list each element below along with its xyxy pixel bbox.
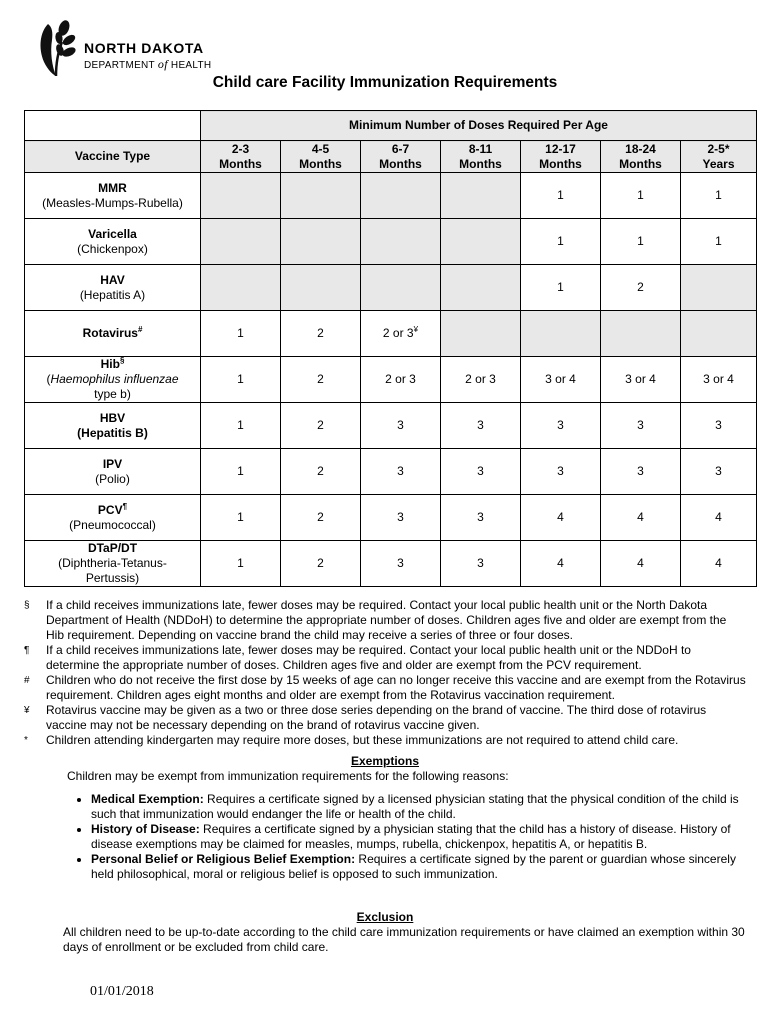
dose-cell xyxy=(681,449,757,495)
vaccine-name-cell xyxy=(25,541,201,587)
dose-value: 3 xyxy=(477,418,484,432)
footnote xyxy=(24,643,746,673)
exemptions-list xyxy=(24,792,746,882)
footnote-text: Children attending kindergarten may require more doses, but these immunizations are not required to attend child care. xyxy=(46,733,679,747)
vaccine-name xyxy=(27,357,198,372)
immunization-table xyxy=(24,110,757,587)
age-header-cell xyxy=(521,141,601,173)
dose-cell xyxy=(681,541,757,587)
dose-value: 2 or 3 xyxy=(385,372,416,386)
vaccine-subtitle: (Chickenpox) xyxy=(77,241,148,256)
exemptions-intro: Children may be exempt from immunization requirements for the following reasons: xyxy=(67,769,509,783)
age-unit: Months xyxy=(619,156,662,171)
age-range: 12-17 xyxy=(545,141,576,156)
dose-cell xyxy=(441,495,521,541)
vaccine-name-cell xyxy=(25,357,201,403)
dose-value: 1 xyxy=(637,234,644,248)
empty-dose-cell xyxy=(441,311,521,357)
vaccine-subtitle: (Measles-Mumps-Rubella) xyxy=(42,195,183,210)
exemption-label: Medical Exemption: xyxy=(91,792,204,806)
dose-cell xyxy=(441,541,521,587)
dose-cell xyxy=(441,449,521,495)
vaccine-subtitle: (Pneumococcal) xyxy=(69,517,156,532)
empty-dose-cell xyxy=(361,173,441,219)
age-unit: Years xyxy=(702,156,735,171)
table-row xyxy=(25,403,757,449)
exemption-label: Personal Belief or Religious Belief Exemption: xyxy=(91,852,356,866)
dose-value: 1 xyxy=(557,234,564,248)
dose-cell xyxy=(601,173,681,219)
dose-value: 3 xyxy=(397,418,404,432)
dose-cell xyxy=(601,265,681,311)
dose-cell xyxy=(601,449,681,495)
dose-value: 4 xyxy=(637,556,644,570)
vaccine-name-text: PCV xyxy=(97,502,123,517)
dose-cell xyxy=(601,403,681,449)
vaccine-name-cell xyxy=(25,449,201,495)
footnote xyxy=(24,703,746,733)
vaccine-name-cell xyxy=(25,173,201,219)
footnote-marker: # xyxy=(137,325,143,334)
dose-cell xyxy=(601,541,681,587)
footnote xyxy=(24,733,746,748)
exemption-text: Requires a certificate signed by the parent or guardian whose sincerely held philosophical, moral or religious belief is opposed to such immunization. xyxy=(91,852,736,881)
dose-value: 4 xyxy=(715,556,722,570)
vaccine-name xyxy=(27,326,198,341)
empty-dose-cell xyxy=(201,219,281,265)
dose-value: 3 xyxy=(477,510,484,524)
empty-dose-cell xyxy=(521,311,601,357)
org-name: NORTH DAKOTA xyxy=(84,40,204,56)
dose-cell xyxy=(361,311,441,357)
dose-cell xyxy=(601,495,681,541)
wheat-logo-icon xyxy=(36,18,76,80)
empty-dose-cell xyxy=(361,265,441,311)
age-range: 18-24 xyxy=(625,141,656,156)
dose-value: 2 xyxy=(317,464,324,478)
vaccine-name-cell xyxy=(25,495,201,541)
dose-value: 2 xyxy=(317,510,324,524)
dose-value: 3 xyxy=(557,418,564,432)
age-range: 4-5 xyxy=(311,141,330,156)
dose-cell xyxy=(281,357,361,403)
vaccine-subtitle: (Hepatitis A) xyxy=(79,287,146,302)
dose-cell xyxy=(361,495,441,541)
empty-dose-cell xyxy=(681,265,757,311)
age-range: 8-11 xyxy=(468,141,493,156)
empty-dose-cell xyxy=(441,219,521,265)
dose-cell xyxy=(681,173,757,219)
table-row xyxy=(25,541,757,587)
age-range: 2-3 xyxy=(231,141,250,156)
empty-dose-cell xyxy=(281,173,361,219)
dose-value: 3 or 4 xyxy=(625,372,656,386)
dose-cell xyxy=(441,357,521,403)
dose-value: 3 xyxy=(397,464,404,478)
table-row xyxy=(25,495,757,541)
dose-cell xyxy=(521,403,601,449)
vaccine-type-header: Vaccine Type xyxy=(25,141,201,173)
dose-cell xyxy=(201,449,281,495)
table-row xyxy=(25,173,757,219)
subtitle-pre: ( xyxy=(46,372,51,386)
dose-cell xyxy=(521,495,601,541)
age-header-cell xyxy=(601,141,681,173)
table-row xyxy=(25,311,757,357)
exemptions-section xyxy=(24,754,746,882)
dose-cell xyxy=(201,403,281,449)
table-header-row xyxy=(25,141,757,173)
dose-value: 1 xyxy=(557,280,564,294)
age-unit: Months xyxy=(459,156,502,171)
dose-cell xyxy=(361,357,441,403)
dose-value: 2 xyxy=(637,280,644,294)
vaccine-subtitle xyxy=(27,372,198,387)
empty-dose-cell xyxy=(361,219,441,265)
dose-cell xyxy=(201,541,281,587)
dose-cell xyxy=(601,219,681,265)
document-date: 01/01/2018 xyxy=(90,984,154,999)
footnote-symbol: ¶ xyxy=(24,645,30,656)
dose-cell xyxy=(601,357,681,403)
vaccine-name-text: Varicella xyxy=(88,226,137,241)
empty-dose-cell xyxy=(201,265,281,311)
footnote xyxy=(24,598,746,643)
dose-cell xyxy=(521,541,601,587)
footnote-marker: ¥ xyxy=(413,325,419,334)
age-unit: Months xyxy=(379,156,422,171)
dose-cell xyxy=(201,357,281,403)
empty-dose-cell xyxy=(441,265,521,311)
dose-cell xyxy=(521,219,601,265)
dose-value: 4 xyxy=(557,556,564,570)
dose-cell xyxy=(681,219,757,265)
vaccine-name xyxy=(27,503,198,518)
table-row xyxy=(25,219,757,265)
dose-value: 3 xyxy=(637,464,644,478)
dept-prefix: DEPARTMENT xyxy=(84,60,155,71)
empty-dose-cell xyxy=(601,311,681,357)
dose-value: 1 xyxy=(237,464,244,478)
age-header-cell xyxy=(681,141,757,173)
dose-value: 4 xyxy=(637,510,644,524)
footnote-symbol: * xyxy=(24,735,28,746)
footnote-symbol: § xyxy=(24,600,30,611)
subtitle-italic: Haemophilus influenzae xyxy=(50,372,179,386)
page-title: Child care Facility Immunization Requirements xyxy=(212,74,558,91)
dose-cell xyxy=(681,357,757,403)
vaccine-subtitle: (Polio) xyxy=(95,471,130,486)
dose-cell xyxy=(521,265,601,311)
vaccine-name xyxy=(27,541,198,556)
dose-value: 1 xyxy=(237,418,244,432)
dose-value: 2 xyxy=(317,418,324,432)
dose-value: 3 xyxy=(715,418,722,432)
vaccine-name-cell xyxy=(25,265,201,311)
dose-cell xyxy=(201,495,281,541)
vaccine-subtitle-2: Pertussis) xyxy=(85,571,140,585)
exclusion-text: All children need to be up-to-date according to the child care immunization requirements or have claimed an exemption within 30 days of enrollment or be excluded from child care. xyxy=(63,925,745,954)
vaccine-name xyxy=(27,457,198,472)
dose-value: 1 xyxy=(715,234,722,248)
age-header-cell xyxy=(441,141,521,173)
footnote-text: Rotavirus vaccine may be given as a two or three dose series depending on the brand of vaccine. The third dose of rotavirus vaccine may not be necessary depending on the brand of rotavirus vaccine given. xyxy=(46,703,707,732)
exemptions-title: Exemptions xyxy=(350,754,419,768)
age-header-cell xyxy=(281,141,361,173)
age-unit: Months xyxy=(299,156,342,171)
vaccine-name xyxy=(27,181,198,196)
vaccine-name xyxy=(27,227,198,242)
org-department xyxy=(84,57,211,72)
exclusion-title: Exclusion xyxy=(356,910,414,924)
dose-cell xyxy=(681,495,757,541)
footnote-symbol: ¥ xyxy=(24,705,30,716)
age-unit: Months xyxy=(219,156,262,171)
dose-value: 3 xyxy=(477,556,484,570)
table-row xyxy=(25,265,757,311)
dose-cell xyxy=(681,403,757,449)
footnote-marker: § xyxy=(119,356,125,365)
dose-value: 3 or 4 xyxy=(703,372,734,386)
dose-value: 1 xyxy=(237,372,244,386)
vaccine-subtitle: (Diphtheria-Tetanus- xyxy=(58,556,167,570)
dose-value: 3 or 4 xyxy=(545,372,576,386)
table-super-header-row xyxy=(25,111,757,141)
dose-value: 4 xyxy=(715,510,722,524)
table-row xyxy=(25,357,757,403)
vaccine-name-text: Rotavirus xyxy=(82,326,138,340)
exemption-item xyxy=(91,822,746,852)
subtitle-post: type b) xyxy=(94,387,131,401)
dose-cell xyxy=(281,311,361,357)
dose-cell xyxy=(521,449,601,495)
dose-value: 2 or 3 xyxy=(465,372,496,386)
vaccine-name-text: HAV xyxy=(100,272,125,287)
vaccine-name-text: MMR xyxy=(98,180,127,195)
vaccine-name xyxy=(27,411,198,426)
vaccine-name-text: HBV xyxy=(99,410,126,425)
dose-cell xyxy=(281,449,361,495)
dose-value: 3 xyxy=(397,556,404,570)
dose-value: 1 xyxy=(237,556,244,570)
exemption-text: Requires a certificate signed by a licensed physician stating that the physical condition of the child is such that immunization would endanger the life or health of the child. xyxy=(91,792,739,821)
dose-value: 1 xyxy=(637,188,644,202)
exemption-item xyxy=(91,792,746,822)
dose-value: 3 xyxy=(715,464,722,478)
dose-cell xyxy=(281,403,361,449)
footnote-text: If a child receives immunizations late, fewer doses may be required. Contact your local public health unit or the North Dakota Department of Health (NDDoH) to determine the appropriate number of doses. Children ages five and older are exempt from the Hib requirement. Depending on vaccine brand the child may receive a series of three or four doses. xyxy=(46,598,727,642)
vaccine-name-text: IPV xyxy=(102,456,123,471)
age-header-cell xyxy=(361,141,441,173)
empty-dose-cell xyxy=(441,173,521,219)
dose-cell xyxy=(521,357,601,403)
dose-value: 1 xyxy=(237,510,244,524)
dose-value: 2 xyxy=(317,372,324,386)
dose-value: 3 xyxy=(397,510,404,524)
dept-of: of xyxy=(157,57,168,71)
dose-cell xyxy=(361,541,441,587)
dose-value: 2 xyxy=(317,326,324,340)
dose-cell xyxy=(441,403,521,449)
empty-dose-cell xyxy=(201,173,281,219)
dose-cell xyxy=(361,449,441,495)
empty-dose-cell xyxy=(681,311,757,357)
blank-corner-cell xyxy=(25,111,201,141)
dose-cell xyxy=(201,311,281,357)
exemption-text: Requires a certificate signed by a physician stating that the child has a history of disease. History of disease exemptions may be claimed for measles, mumps, rubella, chickenpox, hepatitis A, or hepatitis B. xyxy=(91,822,731,851)
age-range: 2-5* xyxy=(707,141,730,156)
exclusion-section xyxy=(24,910,746,955)
vaccine-name-cell xyxy=(25,219,201,265)
dose-value: 1 xyxy=(715,188,722,202)
doses-super-header: Minimum Number of Doses Required Per Age xyxy=(201,111,757,141)
dose-value: 2 or 3 xyxy=(382,326,414,340)
vaccine-name-cell xyxy=(25,403,201,449)
dose-value: 3 xyxy=(477,464,484,478)
dose-cell xyxy=(281,495,361,541)
footnote-marker: ¶ xyxy=(122,501,128,511)
dept-suffix: HEALTH xyxy=(170,60,212,71)
vaccine-name xyxy=(27,273,198,288)
dose-value: 2 xyxy=(317,556,324,570)
dose-cell xyxy=(521,173,601,219)
dose-value: 3 xyxy=(557,464,564,478)
footnote-symbol: # xyxy=(24,675,30,686)
empty-dose-cell xyxy=(281,265,361,311)
dose-value: 1 xyxy=(237,326,244,340)
dose-cell xyxy=(361,403,441,449)
dose-value: 4 xyxy=(557,510,564,524)
footnote-text: If a child receives immunizations late, fewer doses may be required. Contact your local public health unit or the NDDoH to determine the appropriate number of doses. Children ages five and older are exempt from the PCV requirement. xyxy=(46,643,691,672)
exemption-item xyxy=(91,852,746,882)
age-header-cell xyxy=(201,141,281,173)
table-row xyxy=(25,449,757,495)
dose-value: 3 xyxy=(637,418,644,432)
vaccine-name-text: Hib xyxy=(100,357,120,371)
footnote-text: Children who do not receive the first dose by 15 weeks of age can no longer receive this vaccine and are exempt from the Rotavirus requirement. Children ages eight months and older are exempt from the Rotavirus vaccination requirement. xyxy=(46,673,746,702)
dose-value: 1 xyxy=(557,188,564,202)
exemption-label: History of Disease: xyxy=(91,822,200,836)
footnotes xyxy=(24,598,746,748)
dose-cell xyxy=(281,541,361,587)
empty-dose-cell xyxy=(281,219,361,265)
age-range: 6-7 xyxy=(391,141,410,156)
vaccine-name-cell xyxy=(25,311,201,357)
vaccine-subtitle: (Hepatitis B) xyxy=(77,425,148,440)
age-unit: Months xyxy=(539,156,582,171)
vaccine-name-text: DTaP/DT xyxy=(87,541,138,555)
footnote xyxy=(24,673,746,703)
